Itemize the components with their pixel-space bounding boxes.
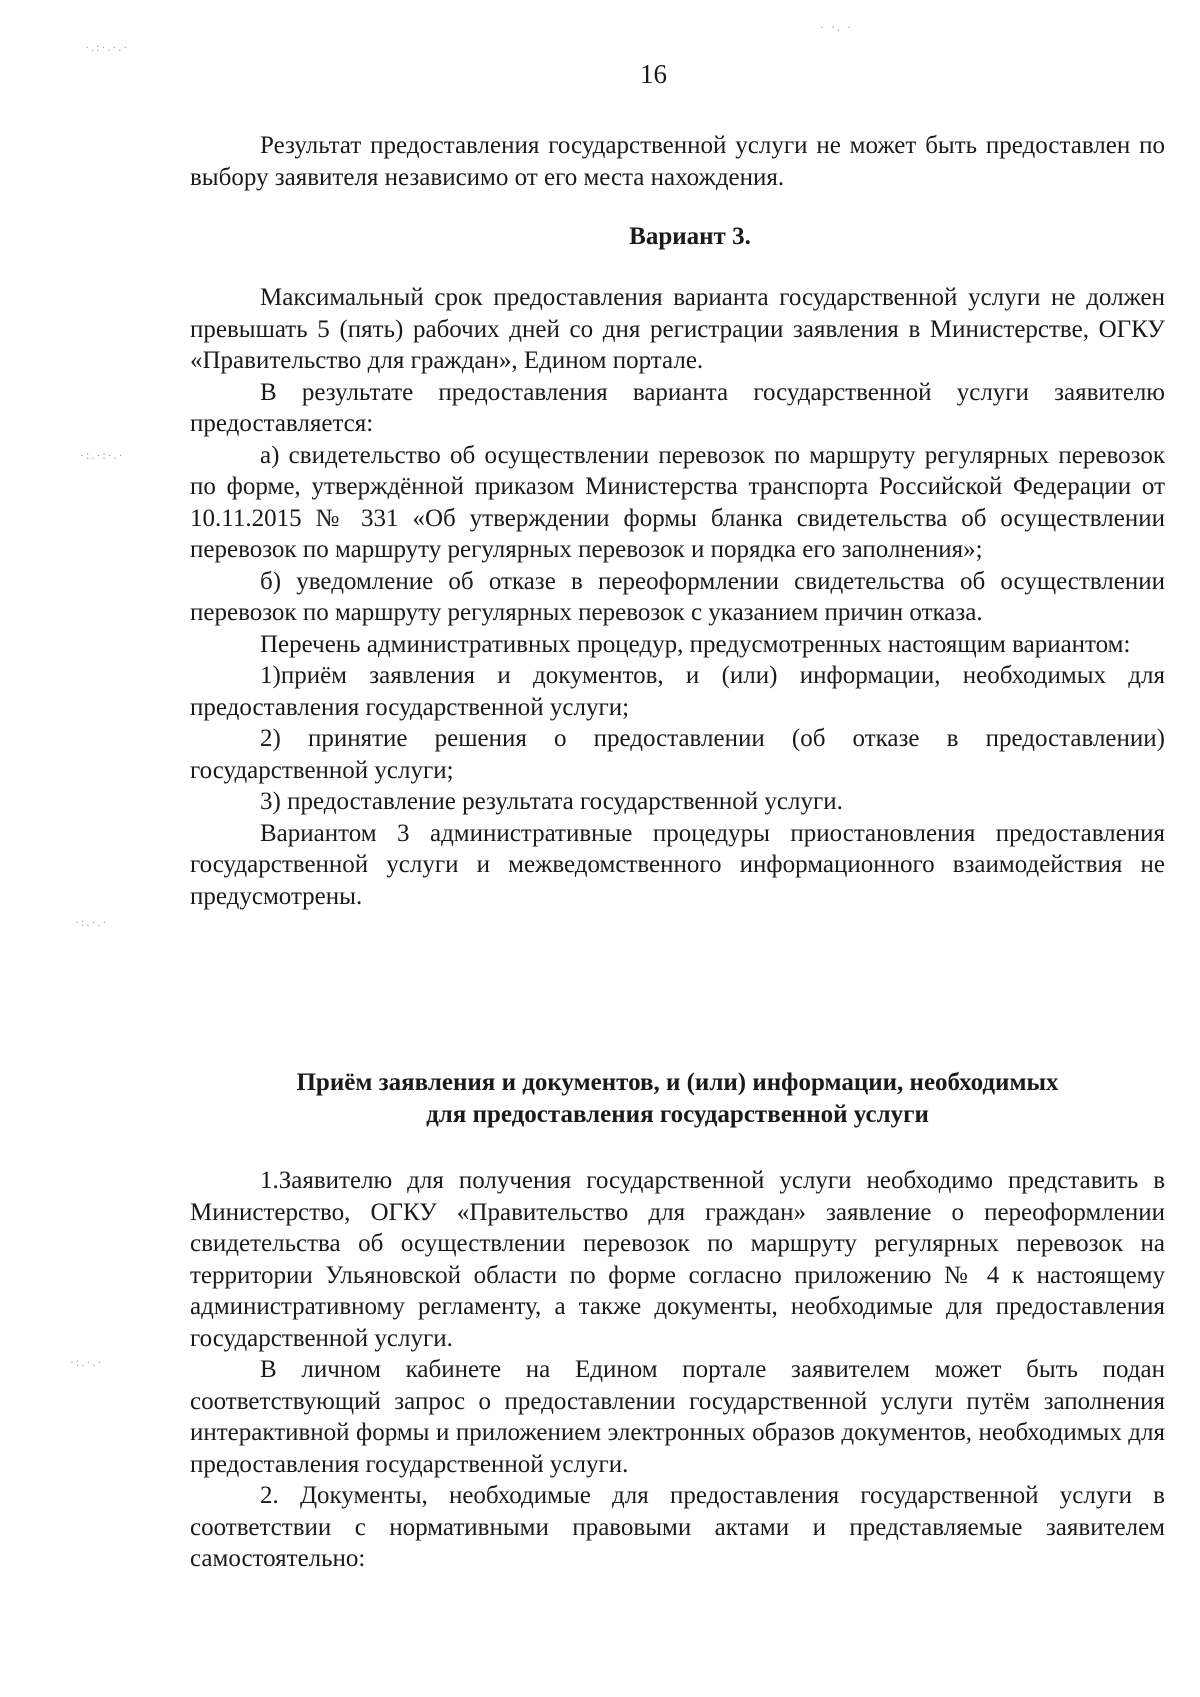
intro-paragraph-block (190, 130, 1165, 193)
variant-body (190, 282, 1165, 912)
section-paragraph: В личном кабинете на Едином портале заявителем может быть подан соответствующий запрос о предоставлении государственной услуги путём заполнения интерактивной формы и приложением электронных образов документов, необходимых для предоставления государственной услуги. (190, 1356, 1165, 1478)
section-heading-line: для предоставления государственной услуги (426, 1101, 929, 1128)
variant-paragraph: 1)приём заявления и документов, и (или) информации, необходимых для предоставления государственной услуги; (190, 662, 1165, 721)
section-paragraph: 2. Документы, необходимые для предоставления государственной услуги в соответствии с нормативными правовыми актами и представляемые заявителем самостоятельно: (190, 1482, 1165, 1572)
variant-paragraph: 3) предоставление результата государственной услуги. (260, 788, 843, 815)
scan-noise: · ·. · (820, 20, 853, 34)
section-body (190, 1165, 1165, 1575)
scan-noise: ·:.·.· (70, 1355, 104, 1369)
scan-noise: ·.:·.·.· (85, 40, 130, 54)
variant-paragraph: а) свидетельство об осуществлении перевозок по маршруту регулярных перевозок по форме, утверждённой приказом Министерства транспорта Российской Федерации от 10.11.2015 № 331 «Об утверждении формы бланка свидетельства об осуществлении перевозок по маршруту регулярных перевозок и порядка его заполнения»; (190, 441, 1165, 563)
section-paragraph: 1.Заявителю для получения государственной услуги необходимо представить в Министерство, ОГКУ «Правительство для граждан» заявление о переоформлении свидетельства об осуществлении перевозок по маршруту регулярных перевозок на территории Ульяновской области по форме согласно приложению № 4 к настоящему административному регламенту, а также документы, необходимые для предоставления государственной услуги. (190, 1167, 1165, 1352)
section-heading-line: Приём заявления и документов, и (или) информации, необходимых (296, 1069, 1059, 1096)
intro-paragraph: Результат предоставления государственной услуги не может быть предоставлен по выбору заявителя независимо от его места нахождения. (190, 132, 1165, 191)
variant-paragraph: 2) принятие решения о предоставлении (об отказе в предоставлении) государственной услуги; (190, 725, 1165, 784)
variant-paragraph: Перечень административных процедур, предусмотренных настоящим вариантом: (260, 630, 1131, 658)
variant-paragraph: Вариантом 3 административные процедуры приостановления предоставления государственной услуги и межведомственного информационного взаимодействия не предусмотрены. (190, 819, 1165, 910)
variant-paragraph: Максимальный срок предоставления варианта государственной услуги не должен превышать 5 (пять) рабочих дней со дня регистрации заявления в Министерстве, ОГКУ «Правительство для граждан», Едином портале. (190, 284, 1165, 374)
scan-noise: ·:.·:·.· (80, 448, 125, 462)
variant-heading: Вариант 3. (629, 223, 751, 250)
section-heading (190, 1067, 1165, 1131)
scan-noise: ·:.·.· (75, 915, 109, 929)
variant-paragraph: б) уведомление об отказе в переоформлении свидетельства об осуществлении перевозок по маршруту регулярных перевозок с указанием причин отказа. (190, 567, 1165, 626)
page-number: 16 (640, 59, 667, 89)
variant-paragraph: В результате предоставления варианта государственной услуги заявителю предоставляется: (190, 378, 1165, 437)
